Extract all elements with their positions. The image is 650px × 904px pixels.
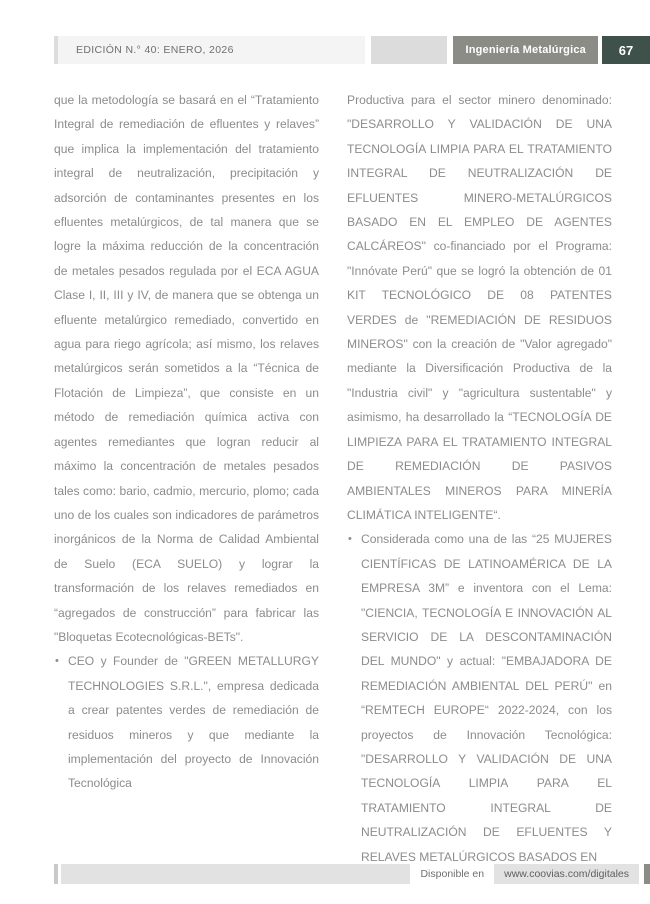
page-footer	[54, 864, 650, 884]
left-column	[54, 88, 319, 848]
list-item: • CEO y Founder de "GREEN METALLURGY TECHNOLOGIES S.R.L.", empresa dedicada a crear patentes verdes de remediación de residuos mineros y que mediante la implementación del proyecto de Innovación Tecnológica	[54, 649, 319, 795]
header-spacer-block	[371, 36, 447, 64]
left-column-paragraph: que la metodología se basará en el “Tratamiento Integral de remediación de efluentes y relaves” que implica la implementación del tratamiento integral de neutralización, precipitación y adsorción de contaminantes presentes en los efluentes metalúrgicos, de tal manera que se logre la máxima reducción de la concentración de metales pesados regulada por el ECA AGUA Clase I, II, III y IV, de manera que se obtenga un efluente metalúrgico remediado, convertido en agua para riego agrícola; así mismo, los relaves metalúrgicos serán sometidos a la “Técnica de Flotación de Limpieza”, que consiste en un método de remediación química activa con agentes remediantes que logran reducir al máximo la concentración de metales pesados tales como: bario, cadmio, mercurio, plomo; cada uno de los cuales son indicadores de parámetros inorgánicos de la Norma de Calidad Ambiental de Suelo (ECA SUELO) y lograr la transformación de los relaves remediados en “agregados de construcción” para fabricar las "Bloquetas Ecotecnológicas-BETs".	[54, 93, 319, 644]
article-columns	[54, 88, 650, 864]
header-edition-label: EDICIÓN N.° 40: ENERO, 2026	[58, 36, 365, 64]
footer-url-link[interactable]: www.coovias.com/digitales	[494, 864, 639, 884]
footer-endcap-block	[644, 864, 650, 884]
page-number-badge: 67	[602, 36, 650, 64]
page-header	[54, 36, 650, 64]
left-column-bullet-list	[54, 649, 319, 795]
header-section-badge: Ingeniería Metalúrgica	[453, 36, 598, 64]
footer-rule-bar	[61, 864, 410, 884]
footer-accent-bar	[54, 864, 58, 884]
right-column	[347, 88, 612, 864]
right-column-continuation-paragraph: Productiva para el sector minero denominado: "DESARROLLO Y VALIDACIÓN DE UNA TECNOLOGÍA LIMPIA PARA EL TRATAMIENTO INTEGRAL DE NEUTRALIZACIÓN DE EFLUENTES MINERO-METALÚRGICOS BASADO EN EL EMPLEO DE AGENTES CALCÁREOS" co-financiado por el Programa: "Innóvate Perú" que se logró la obtención de 01 KIT TECNOLÓGICO DE 08 PATENTES VERDES de "REMEDIACIÓN DE RESIDUOS MINEROS" con la creación de "Valor agregado" mediante la Diversificación Productiva de la "Industria civil" y "agricultura sustentable" y asimismo, ha desarrollado la “TECNOLOGÍA DE LIMPIEZA PARA EL TRATAMIENTO INTEGRAL DE REMEDIACIÓN DE PASIVOS AMBIENTALES MINEROS PARA MINERÍA CLIMÁTICA INTELIGENTE“.	[347, 93, 612, 522]
list-item: • Considerada como una de las “25 MUJERES CIENTÍFICAS DE LATINOAMÉRICA DE LA EMPRESA 3M” e inventora con el Lema: "CIENCIA, TECNOLOGÍA E INNOVACIÓN AL SERVICIO DE LA DESCONTAMINACIÓN DEL MUNDO" y actual: "EMBAJADORA DE REMEDIACIÓN AMBIENTAL DEL PERÚ" en “REMTECH EUROPE“ 2022-2024, con los proyectos de Innovación Tecnológica: "DESARROLLO Y VALIDACIÓN DE UNA TECNOLOGÍA LIMPIA PARA EL TRATAMIENTO INTEGRAL DE NEUTRALIZACIÓN DE EFLUENTES Y RELAVES METALÚRGICOS BASADOS EN	[347, 527, 612, 869]
right-column-bullet-list	[347, 527, 612, 869]
footer-availability-label: Disponible en	[410, 864, 494, 884]
